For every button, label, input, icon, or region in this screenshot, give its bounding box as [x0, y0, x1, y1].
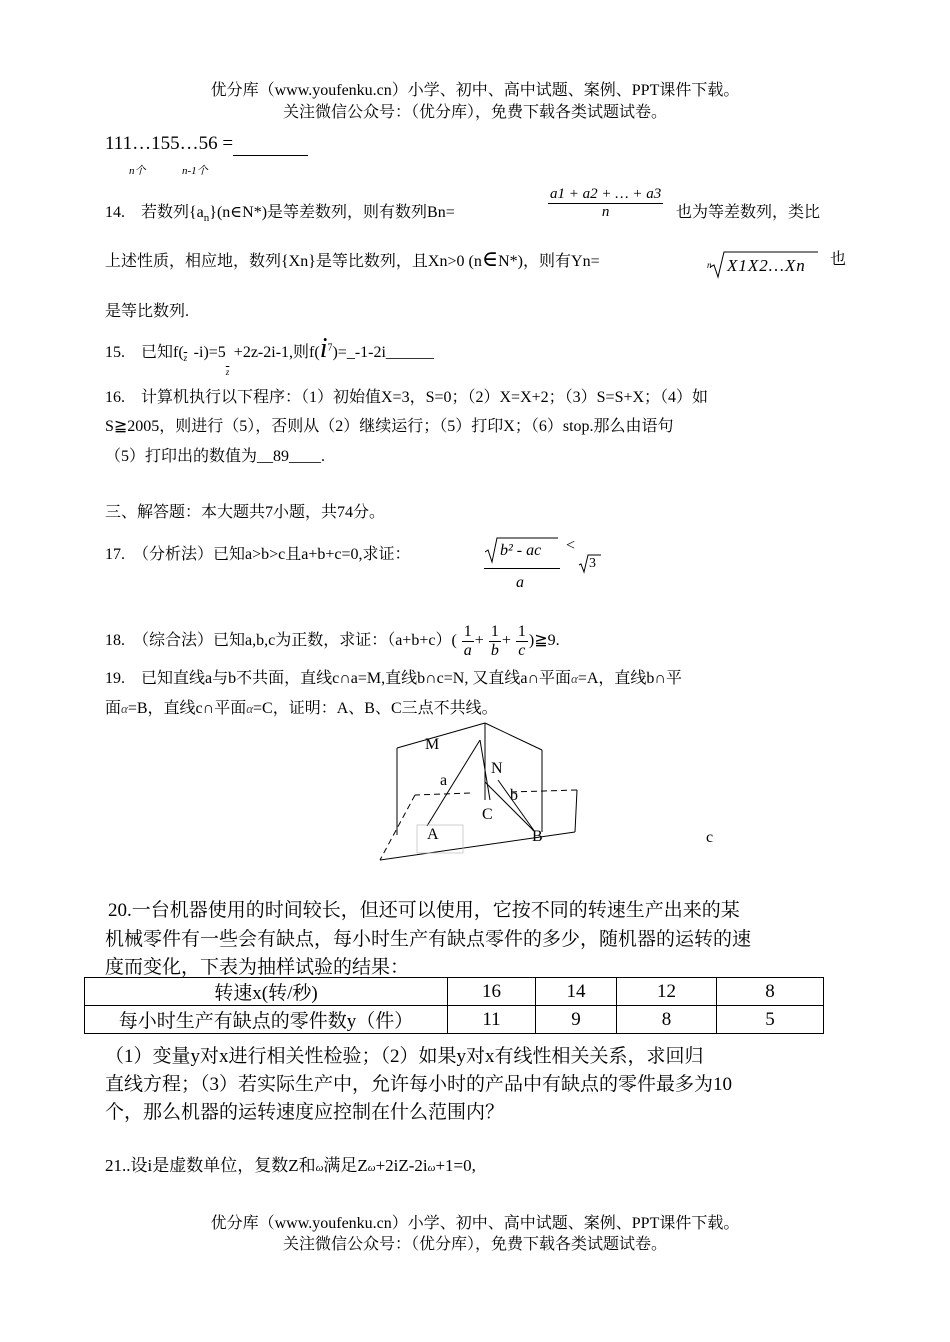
table-cell: 12	[617, 978, 717, 1006]
q14-text-a: 14. 若数列{a	[105, 204, 204, 221]
table-cell: 9	[536, 1006, 617, 1034]
q17-rhs: 3	[589, 556, 596, 571]
q19-alpha2: α	[121, 701, 128, 716]
page-footer-line1: 优分库（www.youfenku.cn）小学、初中、高中试题、案例、PPT课件下载。	[210, 1215, 740, 1232]
q18-frac-c: $\frac{1}{c}$	[517, 623, 526, 659]
q19-line1	[105, 665, 682, 688]
label-a: a	[440, 772, 448, 789]
q14-frac-num: a1 + a2 + … + a3	[550, 186, 662, 202]
q21-omega2: ω	[367, 1162, 376, 1174]
q14-line2-b: N*)，则有Yn=	[498, 253, 600, 270]
q14-root-body: X1X2…Xn	[727, 256, 806, 275]
q21-text-d: +1=0,	[435, 1156, 476, 1175]
table-row	[85, 1006, 824, 1034]
q19-alpha3: α	[246, 701, 254, 716]
q21-omega3: ω	[427, 1162, 436, 1174]
table-row-label: 每小时生产有缺点的零件数y（件）	[85, 1006, 448, 1034]
page-header-line2: 关注微信公众号：（优分库），免费下载各类试题试卷。	[282, 104, 667, 121]
table-cell: 14	[536, 978, 617, 1006]
section3-heading: 三、解答题：本大题共7小题，共74分。	[105, 504, 386, 521]
q15-zbar2: $\overline{z}$	[225, 367, 230, 377]
q14-line1	[105, 199, 455, 224]
label-M: M	[425, 736, 440, 753]
base-back-dashed-left	[415, 793, 470, 795]
page-footer-line2: 关注微信公众号：（优分库），免费下载各类试题试卷。	[282, 1236, 667, 1253]
base-right-edge	[575, 790, 577, 832]
table-cell: 11	[448, 1006, 536, 1034]
q17-den: a	[516, 574, 524, 591]
q15-i-exponent: 7	[327, 342, 333, 354]
q19-text-a: 19. 已知直线a与b不共面，直线c∩a=M,直线b∩c=N, 又直线a∩平面	[105, 670, 572, 687]
q14-line2	[105, 246, 600, 272]
q19-line2	[105, 695, 498, 718]
q15-text-c: +2z-2i-1,则f(	[233, 344, 320, 361]
q19-text-c: 面	[105, 700, 122, 717]
q14-text-b: }(n∈N*)是等差数列，则有数列Bn=	[209, 204, 455, 221]
label-B: B	[532, 828, 543, 845]
q21-text-b: 满足Z	[323, 1156, 368, 1175]
q16-line3: （5）打印出的数值为__89____.	[105, 448, 326, 465]
q13-blank	[233, 133, 308, 156]
q18-line	[105, 623, 560, 660]
q14-fraction	[548, 186, 663, 221]
q18-frac-a: $\frac{1}{a}$	[463, 623, 472, 659]
q13-sub1: n个	[129, 165, 146, 177]
page-header-line1: 优分库（www.youfenku.cn）小学、初中、高中试题、案例、PPT课件下载。	[210, 82, 740, 99]
q21-text-c: +2iZ-2i	[375, 1156, 428, 1175]
q19-alpha1: α	[571, 671, 578, 686]
label-b: b	[510, 787, 518, 804]
q14-line1-end: 也为等差数列，类比	[676, 204, 821, 221]
q15-i-symbol: i	[319, 333, 328, 364]
label-c: c	[706, 829, 714, 846]
geometry-figure	[370, 720, 730, 870]
base-back-dashed	[510, 790, 577, 792]
q19-text-e: =C，证明：A、B、C三点不共线。	[253, 700, 498, 717]
plane2-top-edge	[485, 723, 542, 750]
q21-omega1: ω	[315, 1162, 324, 1174]
q18-text-a: 18. （综合法）已知a,b,c为正数，求证：（a+b+c）(	[105, 632, 457, 650]
q18-frac-b: $\frac{1}{b}$	[490, 623, 499, 659]
q20-after1: （1）变量y对x进行相关性检验；（2）如果y对x有线性相关关系，求回归	[105, 1046, 704, 1067]
q20-after3: 个，那么机器的运转速度应控制在什么范围内？	[105, 1102, 505, 1123]
base-front-edge	[380, 832, 575, 860]
q20-after2: 直线方程；（3）若实际生产中，允许每小时的产品中有缺点的零件最多为10	[105, 1074, 733, 1095]
label-C: C	[482, 806, 493, 823]
q17-num: b² - ac	[500, 542, 542, 559]
q15-text-b: -i)=5	[193, 344, 226, 361]
q16-line2: S≧2005，则进行（5），否则从（2）继续运行；（5）打印X；（6）stop.那么由语句	[105, 418, 674, 435]
q14-line2-a: 上述性质，相应地，数列{Xn}是等比数列，且Xn>0 (n	[105, 253, 482, 270]
q20-line1: 20.一台机器使用的时间较长，但还可以使用，它按不同的转速生产出来的某	[108, 900, 740, 921]
q13-expression	[105, 133, 308, 156]
table-cell: 5	[717, 1006, 824, 1034]
q16-line1: 16. 计算机执行以下程序：（1）初始值X=3，S=0；（2）X=X+2；（3）S=S+X；（4）如	[105, 389, 709, 406]
q15-text-a: 15. 已知f(	[105, 344, 184, 361]
label-A: A	[427, 826, 439, 843]
q14-line2-end: 也	[830, 251, 847, 268]
label-N: N	[491, 760, 503, 777]
table-cell: 16	[448, 978, 536, 1006]
q20-line3: 度而变化，下表为抽样试验的结果：	[105, 957, 410, 978]
q17-lt: <	[566, 537, 576, 554]
plane1-top-edge	[397, 723, 485, 748]
q17-fraction-bar	[484, 568, 560, 569]
q21-text-a: 21..设i是虚数单位，复数Z和	[105, 1156, 316, 1175]
q14-in-symbol: ∈	[481, 246, 499, 271]
q19-text-d: =B，直线c∩平面	[127, 700, 247, 717]
q19-text-b: =A，直线b∩平	[577, 670, 682, 687]
q20-data-table	[84, 977, 824, 1034]
q17-text: 17. （分析法）已知a>b>c且a+b+c=0,求证：	[105, 546, 411, 563]
q13-sub2: n-1个	[182, 165, 208, 177]
table-cell: 8	[717, 978, 824, 1006]
q14-sub-n: n	[203, 212, 210, 225]
q15-text-d: )=_-1-2i______	[332, 344, 434, 361]
q13-expr-text: 111…155…56 =	[105, 133, 234, 154]
q14-frac-den: n	[601, 204, 610, 220]
q20-line2: 机械零件有一些会有缺点，每小时生产有缺点零件的多少，随机器的运转的速	[105, 929, 752, 950]
q14-line3: 是等比数列.	[105, 303, 190, 320]
q18-plus2: +	[501, 632, 511, 650]
q18-text-b: )≧9.	[528, 632, 560, 650]
q15-line	[105, 333, 434, 377]
table-row-label: 转速x(转/秒)	[85, 978, 448, 1006]
q15-zbar1: $\overline{z}$	[183, 353, 188, 363]
table-row	[85, 978, 824, 1006]
q21-line	[105, 1151, 476, 1176]
table-cell: 8	[617, 1006, 717, 1034]
q14-root-index: n	[707, 260, 712, 270]
q18-plus1: +	[474, 632, 484, 650]
